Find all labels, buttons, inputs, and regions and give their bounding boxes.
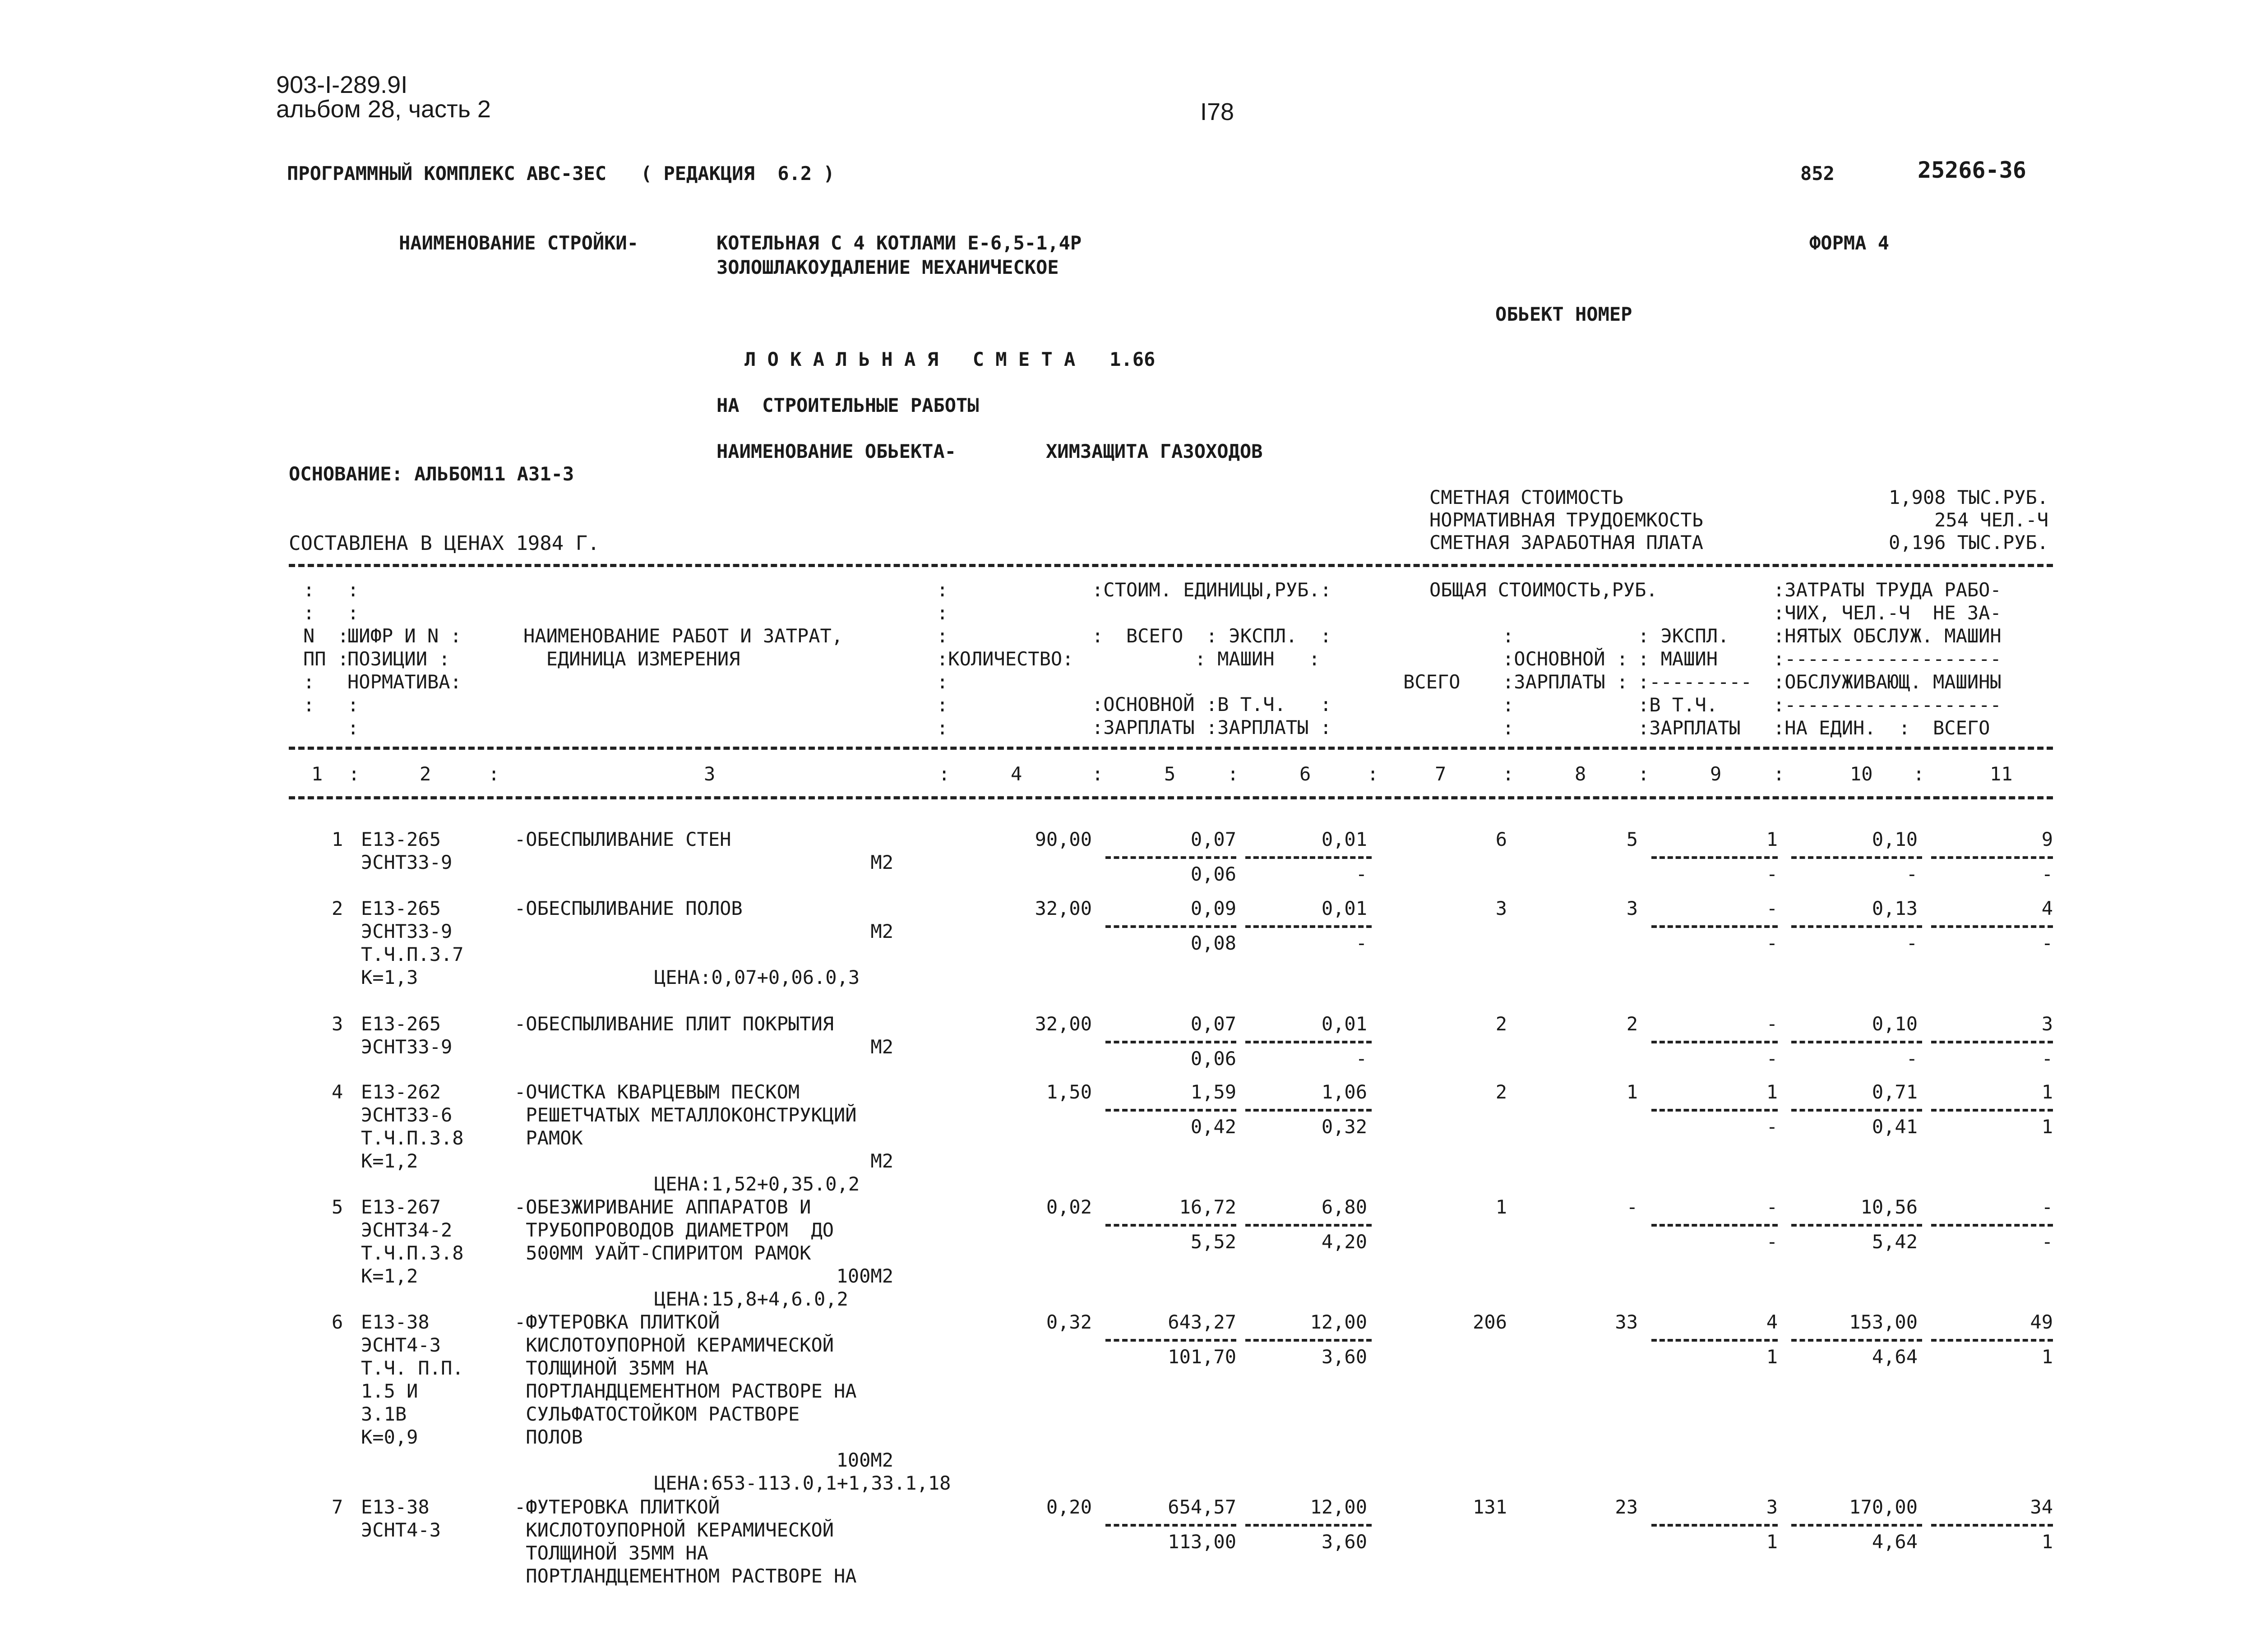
total-cost: 6: [1495, 828, 1507, 850]
colnum-11: 11: [1990, 763, 2013, 785]
total-basic-wages: 1: [1626, 1081, 1638, 1103]
row-separator: [1245, 925, 1372, 928]
unit-cost-machines: 12,00: [1310, 1311, 1367, 1333]
row-separator: [1245, 1224, 1372, 1227]
service-labor-total: -: [2041, 1047, 2053, 1070]
quantity: 90,00: [1035, 828, 1092, 850]
row-separator: [1651, 1339, 1778, 1342]
colnum-3: 3: [704, 763, 716, 785]
row-separator: [1651, 925, 1778, 928]
summary-label-3: СМЕТНАЯ ЗАРАБОТНАЯ ПЛАТА: [1429, 531, 1703, 554]
machine-wages: -: [1766, 932, 1778, 954]
summary-label-2: НОРМАТИВНАЯ ТРУДОЕМКОСТЬ: [1429, 509, 1703, 531]
colnum-separator: :: [1502, 763, 1514, 785]
unit-cost-wages: 0,06: [1190, 863, 1236, 885]
colnum-separator: :: [1227, 763, 1239, 785]
unit-cost-machine-wages: 3,60: [1321, 1530, 1367, 1553]
total-basic-wages: -: [1626, 1196, 1638, 1218]
unit-cost-total: 0,07: [1190, 828, 1236, 850]
machine-wages: -: [1766, 863, 1778, 885]
row-separator: [1791, 925, 1922, 928]
colnum-10: 10: [1850, 763, 1873, 785]
object-number: ОБЬЕКТ НОМЕР: [1495, 303, 1632, 325]
machine-wages: 1: [1766, 1345, 1778, 1368]
service-labor-unit: -: [1906, 932, 1918, 954]
unit-cost-machines: 0,01: [1321, 1013, 1367, 1035]
row-separator: [1105, 1524, 1236, 1527]
object-label: НАИМЕНОВАНИЕ ОБЬЕКТА-: [717, 440, 957, 462]
price-formula: ЦЕНА:0,07+0,06.0,3: [654, 966, 860, 988]
colnum-4: 4: [1011, 763, 1022, 785]
row-separator: [1931, 1224, 2053, 1227]
unit-cost-total: 654,57: [1168, 1496, 1236, 1518]
row-separator: [1245, 856, 1372, 859]
row-separator: [1245, 1524, 1372, 1527]
colnum-separator: :: [1367, 763, 1379, 785]
row-separator: [1931, 925, 2053, 928]
work-name: -ОБЕСПЫЛИВАНИЕ СТЕН: [514, 828, 731, 850]
total-machines: 4: [1766, 1311, 1778, 1333]
labor-per-unit: 0,71: [1872, 1081, 1918, 1103]
total-cost: 3: [1495, 897, 1507, 919]
colnum-9: 9: [1710, 763, 1722, 785]
total-machines: 3: [1766, 1496, 1778, 1518]
construction-name-1: КОТЕЛЬНАЯ С 4 КОТЛАМИ Е-6,5-1,4Р: [717, 232, 1082, 254]
header-bottom-rule: [289, 747, 2053, 750]
service-labor-unit: 4,64: [1872, 1345, 1918, 1368]
table-top-rule: [289, 564, 2053, 567]
unit-cost-total: 643,27: [1168, 1311, 1236, 1333]
summary-value-1: 1,908 ТЫС.РУБ.: [1888, 486, 2048, 508]
work-name: -ФУТЕРОВКА ПЛИТКОЙ КИСЛОТОУПОРНОЙ КЕРАМИЧЕСКОЙ ТОЛЩИНОЙ 35ММ НА ПОРТЛАНДЦЕМЕНТНОМ РАСТВОРЕ НА: [514, 1496, 857, 1587]
colnum-separator: :: [1773, 763, 1785, 785]
header-total: ВСЕГО: [1403, 671, 1461, 693]
row-separator: [1651, 1041, 1778, 1043]
row-separator: [1931, 1524, 2053, 1527]
unit-cost-wages: 0,08: [1190, 932, 1236, 954]
unit-cost-machine-wages: 4,20: [1321, 1230, 1367, 1253]
unit-cost-machine-wages: 0,32: [1321, 1115, 1367, 1138]
colnum-7: 7: [1435, 763, 1447, 785]
total-basic-wages: 23: [1615, 1496, 1638, 1518]
service-labor-total: 1: [2041, 1530, 2053, 1553]
document-number: 25266-36: [1918, 157, 2026, 183]
unit-cost-machines: 0,01: [1321, 828, 1367, 850]
service-labor-unit: -: [1906, 863, 1918, 885]
labor-total: 49: [2030, 1311, 2053, 1333]
labor-per-unit: 0,10: [1872, 1013, 1918, 1035]
construction-label: НАИМЕНОВАНИЕ СТРОЙКИ-: [399, 232, 639, 254]
colnum-separator: :: [938, 763, 950, 785]
colnum-8: 8: [1575, 763, 1586, 785]
labor-per-unit: 0,13: [1872, 897, 1918, 919]
row-separator: [1105, 925, 1236, 928]
header-total-cost-title: ОБЩАЯ СТОИМОСТЬ,РУБ.: [1429, 579, 1658, 601]
service-labor-total: -: [2041, 1230, 2053, 1253]
row-separator: [1105, 1109, 1236, 1112]
unit-cost-total: 1,59: [1190, 1081, 1236, 1103]
doc-code: 903-I-289.9I: [276, 71, 408, 98]
row-separator: [1791, 1339, 1922, 1342]
row-number: 6: [332, 1311, 343, 1333]
total-cost: 131: [1473, 1496, 1507, 1518]
basis-label: ОСНОВАНИЕ: АЛЬБОМ11 А31-3: [289, 463, 574, 485]
norm-code: Е13-38 ЭСНТ4-3: [361, 1496, 441, 1541]
row-number: 7: [332, 1496, 343, 1518]
total-machines: 1: [1766, 1081, 1778, 1103]
labor-per-unit: 170,00: [1849, 1496, 1918, 1518]
row-number: 4: [332, 1081, 343, 1103]
header-unit-cost-mid: : ВСЕГО : ЭКСПЛ. : : МАШИН :: [1092, 625, 1332, 670]
row-separator: [1791, 1041, 1922, 1043]
header-unit-cost-title: :СТОИМ. ЕДИНИЦЫ,РУБ.:: [1092, 579, 1332, 601]
row-separator: [1105, 1224, 1236, 1227]
total-machines: -: [1766, 1013, 1778, 1035]
unit-of-measure: М2: [870, 920, 893, 942]
total-cost: 1: [1495, 1196, 1507, 1218]
row-separator: [1931, 856, 2053, 859]
construction-name-2: ЗОЛОШЛАКОУДАЛЕНИЕ МЕХАНИЧЕСКОЕ: [717, 256, 1059, 278]
object-name: ХИМЗАЩИТА ГАЗОХОДОВ: [1046, 440, 1263, 462]
quantity: 0,02: [1046, 1196, 1092, 1218]
row-separator: [1245, 1041, 1372, 1043]
price-formula: ЦЕНА:1,52+0,35.0,2: [654, 1173, 860, 1195]
norm-code: Е13-265 ЭСНТ33-9 Т.Ч.П.3.7 К=1,3: [361, 897, 464, 988]
total-machines: -: [1766, 897, 1778, 919]
unit-cost-wages: 0,06: [1190, 1047, 1236, 1070]
row-separator: [1245, 1339, 1372, 1342]
colnum-separators: :: [348, 763, 360, 785]
service-labor-total: -: [2041, 932, 2053, 954]
row-separator: [1651, 1224, 1778, 1227]
quantity: 0,32: [1046, 1311, 1092, 1333]
total-cost: 2: [1495, 1081, 1507, 1103]
labor-total: 9: [2041, 828, 2053, 850]
form-label: ФОРМА 4: [1809, 232, 1890, 254]
number-row-rule: [289, 796, 2053, 799]
header-labor: :ЗАТРАТЫ ТРУДА РАБО- :ЧИХ, ЧЕЛ.-Ч НЕ ЗА- :НЯТЫХ ОБСЛУЖ. МАШИН :------------------- :ОБСЛУЖИВАЮЩ. МАШИНЫ :------------------- :НА ЕДИН. : ВСЕГО: [1773, 579, 2002, 739]
row-separator: [1931, 1339, 2053, 1342]
album-label: альбом 28, часть 2: [276, 96, 491, 123]
unit-cost-wages: 0,42: [1190, 1115, 1236, 1138]
row-separator: [1105, 1339, 1236, 1342]
labor-per-unit: 0,10: [1872, 828, 1918, 850]
labor-total: 4: [2041, 897, 2053, 919]
row-number: 2: [332, 897, 343, 919]
total-basic-wages: 33: [1615, 1311, 1638, 1333]
colnum-6: 6: [1299, 763, 1311, 785]
row-separator: [1791, 1524, 1922, 1527]
unit-cost-wages: 5,52: [1190, 1230, 1236, 1253]
header-quantity: : : : :КОЛИЧЕСТВО: : : :: [937, 579, 1074, 739]
total-basic-wages: 2: [1626, 1013, 1638, 1035]
unit-cost-machine-wages: 3,60: [1321, 1345, 1367, 1368]
row-separator: [1651, 1524, 1778, 1527]
labor-total: -: [2041, 1196, 2053, 1218]
total-machines: -: [1766, 1196, 1778, 1218]
price-formula: ЦЕНА:15,8+4,6.0,2: [654, 1288, 848, 1310]
service-labor-unit: 4,64: [1872, 1530, 1918, 1553]
summary-value-2: 254 ЧЕЛ.-Ч: [1934, 509, 2048, 531]
quantity: 32,00: [1035, 897, 1092, 919]
header-code: : : ШИФР И N : ПОЗИЦИИ : НОРМАТИВА: : :: [347, 579, 462, 739]
norm-code: Е13-267 ЭСНТ34-2 Т.Ч.П.3.8 К=1,2: [361, 1196, 464, 1287]
row-separator: [1105, 1041, 1236, 1043]
row-separator: [1105, 856, 1236, 859]
page-number: I78: [1200, 98, 1234, 125]
norm-code: Е13-265 ЭСНТ33-9: [361, 828, 453, 873]
row-separator: [1791, 1224, 1922, 1227]
labor-total: 34: [2030, 1496, 2053, 1518]
row-number: 1: [332, 828, 343, 850]
row-separator: [1791, 1109, 1922, 1112]
unit-cost-wages: 113,00: [1168, 1530, 1236, 1553]
colnum-separator: :: [1913, 763, 1925, 785]
unit-cost-machine-wages: -: [1355, 863, 1367, 885]
colnum-2: 2: [420, 763, 431, 785]
row-separator: [1931, 1041, 2053, 1043]
summary-value-3: 0,196 ТЫС.РУБ.: [1888, 531, 2048, 554]
header-unit-cost-bottom: :ОСНОВНОЙ :В Т.Ч. : :ЗАРПЛАТЫ :ЗАРПЛАТЫ :: [1092, 693, 1332, 738]
header-n: : : N : ПП : : :: [303, 579, 349, 716]
machine-wages: -: [1766, 1115, 1778, 1138]
program-line: ПРОГРАММНЫЙ КОМПЛЕКС АВС-ЗЕС ( РЕДАКЦИЯ 6.2 ): [287, 162, 835, 185]
labor-total: 1: [2041, 1081, 2053, 1103]
service-labor-total: 1: [2041, 1345, 2053, 1368]
unit-cost-machines: 12,00: [1310, 1496, 1367, 1518]
work-name: -ОБЕЗЖИРИВАНИЕ АППАРАТОВ И ТРУБОПРОВОДОВ ДИАМЕТРОМ ДО 500ММ УАЙТ-СПИРИТОМ РАМОК: [514, 1196, 834, 1264]
price-formula: ЦЕНА:653-113.0,1+1,33.1,18: [654, 1472, 951, 1494]
unit-cost-wages: 101,70: [1168, 1345, 1236, 1368]
work-name: -ОБЕСПЫЛИВАНИЕ ПОЛОВ: [514, 897, 743, 919]
row-separator: [1245, 1109, 1372, 1112]
labor-per-unit: 10,56: [1860, 1196, 1918, 1218]
estimate-title: Л О К А Л Ь Н А Я С М Е Т А 1.66: [744, 348, 1156, 370]
unit-cost-total: 0,07: [1190, 1013, 1236, 1035]
header-machines: : ЭКСПЛ. : МАШИН :--------- :В Т.Ч. :ЗАРПЛАТЫ: [1638, 625, 1752, 739]
total-machines: 1: [1766, 828, 1778, 850]
work-name: -ОБЕСПЫЛИВАНИЕ ПЛИТ ПОКРЫТИЯ: [514, 1013, 834, 1035]
colnum-separator: :: [1638, 763, 1650, 785]
machine-wages: 1: [1766, 1530, 1778, 1553]
unit-cost-machine-wages: -: [1355, 1047, 1367, 1070]
service-labor-unit: -: [1906, 1047, 1918, 1070]
total-cost: 206: [1473, 1311, 1507, 1333]
quantity: 32,00: [1035, 1013, 1092, 1035]
unit-cost-machines: 6,80: [1321, 1196, 1367, 1218]
row-separator: [1931, 1109, 2053, 1112]
colnum-separator: :: [1092, 763, 1104, 785]
machine-wages: -: [1766, 1047, 1778, 1070]
norm-code: Е13-265 ЭСНТ33-9: [361, 1013, 453, 1058]
sheet-number: 852: [1800, 162, 1835, 185]
service-labor-unit: 0,41: [1872, 1115, 1918, 1138]
unit-cost-machines: 0,01: [1321, 897, 1367, 919]
row-separator: [1651, 856, 1778, 859]
unit-of-measure: М2: [870, 1150, 893, 1172]
total-basic-wages: 5: [1626, 828, 1638, 850]
labor-total: 3: [2041, 1013, 2053, 1035]
summary-label-1: СМЕТНАЯ СТОИМОСТЬ: [1429, 486, 1623, 508]
total-basic-wages: 3: [1626, 897, 1638, 919]
unit-cost-machines: 1,06: [1321, 1081, 1367, 1103]
row-number: 5: [332, 1196, 343, 1218]
unit-of-measure: 100М2: [836, 1449, 893, 1471]
labor-per-unit: 153,00: [1849, 1311, 1918, 1333]
row-separator: [1791, 856, 1922, 859]
norm-code: Е13-38 ЭСНТ4-3 Т.Ч. П.П. 1.5 И 3.1В К=0,9: [361, 1311, 464, 1448]
work-name: -ФУТЕРОВКА ПЛИТКОЙ КИСЛОТОУПОРНОЙ КЕРАМИЧЕСКОЙ ТОЛЩИНОЙ 35ММ НА ПОРТЛАНДЦЕМЕНТНОМ РАСТВОРЕ НА СУЛЬФАТОСТОЙКОМ РАСТВОРЕ ПОЛОВ: [514, 1311, 857, 1448]
norm-code: Е13-262 ЭСНТ33-6 Т.Ч.П.3.8 К=1,2: [361, 1081, 464, 1172]
service-labor-total: 1: [2041, 1115, 2053, 1138]
row-separator: [1651, 1109, 1778, 1112]
row-number: 3: [332, 1013, 343, 1035]
quantity: 0,20: [1046, 1496, 1092, 1518]
colnum-separator: :: [488, 763, 500, 785]
unit-of-measure: 100М2: [836, 1265, 893, 1287]
machine-wages: -: [1766, 1230, 1778, 1253]
works-label: НА СТРОИТЕЛЬНЫЕ РАБОТЫ: [717, 394, 979, 416]
unit-cost-machine-wages: -: [1355, 932, 1367, 954]
header-work-name: НАИМЕНОВАНИЕ РАБОТ И ЗАТРАТ, ЕДИНИЦА ИЗМЕРЕНИЯ: [523, 625, 843, 670]
service-labor-unit: 5,42: [1872, 1230, 1918, 1253]
unit-cost-total: 0,09: [1190, 897, 1236, 919]
service-labor-total: -: [2041, 863, 2053, 885]
unit-of-measure: М2: [870, 1036, 893, 1058]
prices-label: СОСТАВЛЕНА В ЦЕНАХ 1984 Г.: [289, 532, 600, 555]
colnum-5: 5: [1164, 763, 1176, 785]
unit-cost-total: 16,72: [1179, 1196, 1236, 1218]
quantity: 1,50: [1046, 1081, 1092, 1103]
header-basic-wages: : :ОСНОВНОЙ : :ЗАРПЛАТЫ : : :: [1502, 625, 1628, 739]
colnum-1: 1: [311, 763, 323, 785]
unit-of-measure: М2: [870, 851, 893, 873]
work-name: -ОЧИСТКА КВАРЦЕВЫМ ПЕСКОМ РЕШЕТЧАТЫХ МЕТАЛЛОКОНСТРУКЦИЙ РАМОК: [514, 1081, 857, 1149]
total-cost: 2: [1495, 1013, 1507, 1035]
